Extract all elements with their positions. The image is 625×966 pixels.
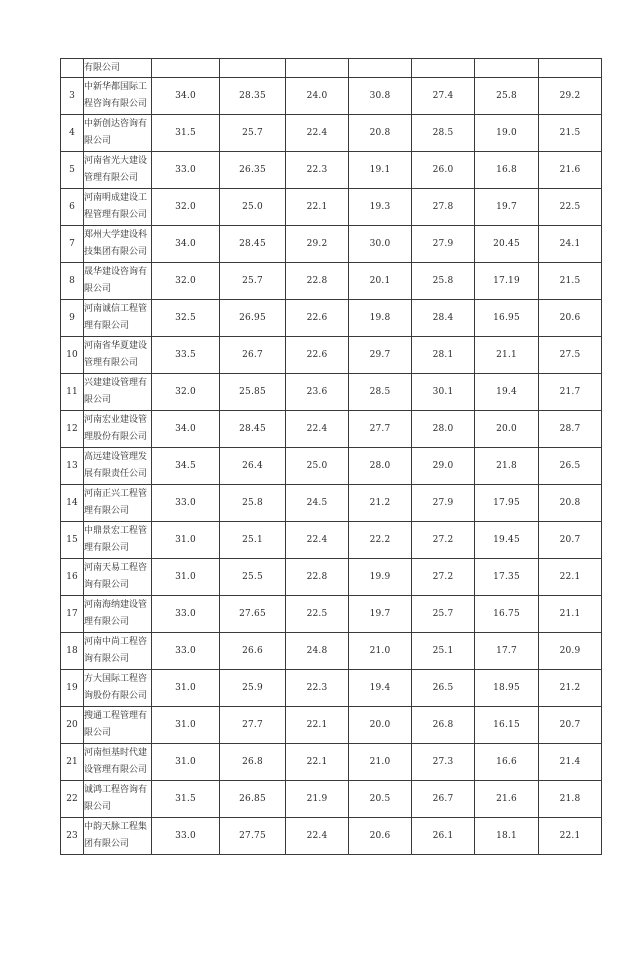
score-cell: 19.7 [349, 596, 412, 633]
company-name-line: 河南恒基时代建 [84, 748, 148, 758]
company-name-line: 河南天易工程咨 [84, 563, 148, 573]
score-cell: 22.5 [286, 596, 349, 633]
score-cell: 27.2 [412, 522, 475, 559]
company-name-line: 河南中尚工程咨 [84, 637, 148, 647]
row-number-cell: 15 [61, 522, 84, 559]
company-name-cell [84, 78, 152, 115]
company-name-cell [84, 818, 152, 855]
row-number-cell: 9 [61, 300, 84, 337]
score-cell: 22.4 [286, 818, 349, 855]
score-cell: 22.4 [286, 411, 349, 448]
table-row [61, 189, 602, 226]
score-cell: 19.4 [475, 374, 539, 411]
score-cell: 20.8 [349, 115, 412, 152]
row-number-cell: 20 [61, 707, 84, 744]
score-cell: 21.5 [539, 263, 602, 300]
score-cell: 20.5 [349, 781, 412, 818]
score-cell: 22.1 [539, 559, 602, 596]
score-cell: 21.4 [539, 744, 602, 781]
score-cell: 27.2 [412, 559, 475, 596]
score-cell: 18.95 [475, 670, 539, 707]
company-name-line: 询有限公司 [84, 654, 130, 664]
score-cell: 33.0 [152, 485, 220, 522]
score-cell: 28.45 [220, 411, 286, 448]
score-cell: 32.0 [152, 374, 220, 411]
score-cell: 19.4 [349, 670, 412, 707]
company-name-cell [84, 115, 152, 152]
score-cell: 25.1 [412, 633, 475, 670]
score-cell: 21.8 [539, 781, 602, 818]
table-row [61, 337, 602, 374]
score-cell: 19.3 [349, 189, 412, 226]
score-cell: 26.5 [539, 448, 602, 485]
score-cell: 29.2 [539, 78, 602, 115]
row-number-cell: 7 [61, 226, 84, 263]
score-cell: 20.6 [539, 300, 602, 337]
row-number-cell: 3 [61, 78, 84, 115]
company-name-cell [84, 633, 152, 670]
score-cell: 26.5 [412, 670, 475, 707]
score-cell: 20.8 [539, 485, 602, 522]
company-name-line: 河南明成建设工 [84, 193, 148, 203]
company-name-line: 河南省华夏建设 [84, 341, 148, 351]
score-cell: 21.1 [539, 596, 602, 633]
score-cell: 25.8 [412, 263, 475, 300]
score-cell: 31.0 [152, 522, 220, 559]
score-cell: 26.7 [412, 781, 475, 818]
company-name-cell [84, 670, 152, 707]
company-name-line: 限公司 [84, 395, 112, 405]
score-cell: 20.0 [475, 411, 539, 448]
score-cell: 26.8 [220, 744, 286, 781]
table-row [61, 633, 602, 670]
score-cell: 17.35 [475, 559, 539, 596]
score-cell: 28.5 [349, 374, 412, 411]
score-cell: 27.5 [539, 337, 602, 374]
score-cell: 21.1 [475, 337, 539, 374]
table-row-continued [61, 59, 602, 78]
company-name-line: 兴建建设管理有 [84, 378, 148, 388]
table-body [61, 59, 602, 855]
row-number-cell: 13 [61, 448, 84, 485]
company-name-line: 中鼎景宏工程管 [84, 526, 148, 536]
score-cell: 22.4 [286, 522, 349, 559]
score-cell: 34.0 [152, 226, 220, 263]
score-cell: 30.1 [412, 374, 475, 411]
score-cell: 28.4 [412, 300, 475, 337]
score-cell: 27.9 [412, 226, 475, 263]
company-name-line: 限公司 [84, 284, 112, 294]
score-cell: 25.85 [220, 374, 286, 411]
score-cell: 22.2 [349, 522, 412, 559]
table-row [61, 670, 602, 707]
company-name-line: 技集团有限公司 [84, 247, 148, 257]
score-cell: 22.1 [286, 707, 349, 744]
company-name-line: 程管理有限公司 [84, 210, 148, 220]
company-name-line: 询股份有限公司 [84, 691, 148, 701]
score-cell: 28.7 [539, 411, 602, 448]
score-cell: 28.0 [349, 448, 412, 485]
score-cell: 25.0 [220, 189, 286, 226]
score-cell: 21.8 [475, 448, 539, 485]
score-cell: 31.5 [152, 781, 220, 818]
score-cell: 26.0 [412, 152, 475, 189]
row-number-cell: 12 [61, 411, 84, 448]
table-row [61, 411, 602, 448]
score-cell: 31.0 [152, 559, 220, 596]
row-number-cell: 10 [61, 337, 84, 374]
score-cell: 21.9 [286, 781, 349, 818]
score-cell: 20.1 [349, 263, 412, 300]
score-cell: 17.7 [475, 633, 539, 670]
company-name-line: 有限公司 [84, 62, 121, 73]
company-name-line: 团有限公司 [84, 839, 130, 849]
company-name-line: 限公司 [84, 728, 112, 738]
score-cell: 33.0 [152, 596, 220, 633]
table-row [61, 226, 602, 263]
score-cell: 27.8 [412, 189, 475, 226]
score-cell: 21.2 [539, 670, 602, 707]
score-cell: 16.8 [475, 152, 539, 189]
score-cell: 22.4 [286, 115, 349, 152]
row-number-cell: 21 [61, 744, 84, 781]
row-number-cell: 14 [61, 485, 84, 522]
score-cell: 32.0 [152, 263, 220, 300]
row-number-cell: 5 [61, 152, 84, 189]
score-cell: 20.9 [539, 633, 602, 670]
score-cell: 26.95 [220, 300, 286, 337]
row-number-cell: 22 [61, 781, 84, 818]
score-cell: 25.7 [220, 263, 286, 300]
score-cell [152, 59, 220, 78]
score-cell: 28.0 [412, 411, 475, 448]
score-cell: 30.0 [349, 226, 412, 263]
score-cell: 21.7 [539, 374, 602, 411]
company-name-line: 限公司 [84, 136, 112, 146]
score-cell: 26.1 [412, 818, 475, 855]
score-cell [539, 59, 602, 78]
company-name-cell [84, 300, 152, 337]
company-name-cell [84, 707, 152, 744]
score-cell: 26.85 [220, 781, 286, 818]
table-row [61, 485, 602, 522]
company-name-cell [84, 596, 152, 633]
company-name-line: 理有限公司 [84, 506, 130, 516]
score-cell: 32.5 [152, 300, 220, 337]
table-row [61, 263, 602, 300]
score-cell: 19.8 [349, 300, 412, 337]
score-cell: 34.5 [152, 448, 220, 485]
score-cell: 31.0 [152, 744, 220, 781]
score-cell: 21.2 [349, 485, 412, 522]
table-row [61, 744, 602, 781]
company-name-line: 河南海纳建设管 [84, 600, 148, 610]
score-cell: 17.95 [475, 485, 539, 522]
company-name-cell [84, 263, 152, 300]
score-cell: 25.7 [220, 115, 286, 152]
score-cell: 22.8 [286, 263, 349, 300]
score-cell: 22.1 [286, 744, 349, 781]
company-name-line: 河南省光大建设 [84, 156, 148, 166]
score-cell: 24.8 [286, 633, 349, 670]
score-cell: 32.0 [152, 189, 220, 226]
score-cell: 27.75 [220, 818, 286, 855]
score-cell: 25.9 [220, 670, 286, 707]
score-cell: 22.8 [286, 559, 349, 596]
score-cell: 29.0 [412, 448, 475, 485]
row-number-cell: 11 [61, 374, 84, 411]
company-name-line: 郑州大学建设科 [84, 230, 148, 240]
score-cell: 25.8 [220, 485, 286, 522]
row-number-cell: 4 [61, 115, 84, 152]
score-cell: 27.7 [349, 411, 412, 448]
score-cell: 22.3 [286, 152, 349, 189]
company-name-line: 河南宏业建设管 [84, 415, 148, 425]
score-cell: 20.6 [349, 818, 412, 855]
score-cell: 22.1 [539, 818, 602, 855]
score-cell: 19.45 [475, 522, 539, 559]
company-name-line: 限公司 [84, 802, 112, 812]
score-cell: 27.65 [220, 596, 286, 633]
company-name-cell [84, 744, 152, 781]
company-name-cell [84, 337, 152, 374]
company-name-cell [84, 374, 152, 411]
company-name-cell [84, 485, 152, 522]
company-name-line: 理有限公司 [84, 543, 130, 553]
company-name-cell [84, 189, 152, 226]
score-cell: 26.4 [220, 448, 286, 485]
score-cell: 28.45 [220, 226, 286, 263]
score-cell: 22.5 [539, 189, 602, 226]
score-cell: 25.5 [220, 559, 286, 596]
row-number-cell: 19 [61, 670, 84, 707]
score-cell: 16.75 [475, 596, 539, 633]
score-cell: 26.35 [220, 152, 286, 189]
score-cell: 25.7 [412, 596, 475, 633]
company-name-cell [84, 781, 152, 818]
company-name-line: 询有限公司 [84, 580, 130, 590]
company-name-line: 设管理有限公司 [84, 765, 148, 775]
score-table [60, 58, 602, 855]
company-name-line: 中韵天脉工程集 [84, 822, 148, 832]
company-name-line: 展有限责任公司 [84, 469, 148, 479]
company-name-line: 诚鸿工程咨询有 [84, 785, 148, 795]
score-cell [349, 59, 412, 78]
score-cell [286, 59, 349, 78]
score-cell: 19.0 [475, 115, 539, 152]
table-row [61, 374, 602, 411]
score-cell: 25.0 [286, 448, 349, 485]
score-cell: 29.2 [286, 226, 349, 263]
score-cell: 30.8 [349, 78, 412, 115]
score-cell: 34.0 [152, 78, 220, 115]
table-row [61, 448, 602, 485]
table-row [61, 781, 602, 818]
company-name-line: 理有限公司 [84, 321, 130, 331]
score-cell: 24.0 [286, 78, 349, 115]
company-name-line: 理有限公司 [84, 617, 130, 627]
company-name-line: 程咨询有限公司 [84, 99, 148, 109]
score-cell: 24.1 [539, 226, 602, 263]
company-name-cell [84, 448, 152, 485]
score-cell: 31.0 [152, 707, 220, 744]
company-name-line: 理股份有限公司 [84, 432, 148, 442]
score-cell [220, 59, 286, 78]
score-cell: 33.0 [152, 152, 220, 189]
company-name-line: 高远建设管理发 [84, 452, 148, 462]
score-cell: 22.6 [286, 300, 349, 337]
score-cell [475, 59, 539, 78]
table-row [61, 559, 602, 596]
company-name-cell [84, 411, 152, 448]
row-number-cell: 8 [61, 263, 84, 300]
score-cell: 21.0 [349, 744, 412, 781]
company-name-line: 河南诚信工程管 [84, 304, 148, 314]
score-cell: 16.95 [475, 300, 539, 337]
score-cell: 21.0 [349, 633, 412, 670]
score-cell: 26.6 [220, 633, 286, 670]
company-name-line: 管理有限公司 [84, 173, 139, 183]
table-row [61, 596, 602, 633]
company-name-line: 方大国际工程咨 [84, 674, 148, 684]
score-cell: 28.5 [412, 115, 475, 152]
company-name-line: 管理有限公司 [84, 358, 139, 368]
score-cell: 22.1 [286, 189, 349, 226]
table-row [61, 818, 602, 855]
score-cell: 33.5 [152, 337, 220, 374]
score-cell: 25.1 [220, 522, 286, 559]
company-name-line: 搜通工程管理有 [84, 711, 148, 721]
score-cell: 24.5 [286, 485, 349, 522]
score-cell: 31.0 [152, 670, 220, 707]
score-cell: 27.7 [220, 707, 286, 744]
score-cell: 22.3 [286, 670, 349, 707]
row-number-cell: 18 [61, 633, 84, 670]
score-cell: 18.1 [475, 818, 539, 855]
score-cell: 27.9 [412, 485, 475, 522]
score-cell: 29.7 [349, 337, 412, 374]
score-cell: 20.7 [539, 522, 602, 559]
row-number-cell [61, 59, 84, 78]
score-cell: 17.19 [475, 263, 539, 300]
company-name-cell [84, 59, 152, 78]
company-name-cell [84, 226, 152, 263]
company-name-line: 河南正兴工程管 [84, 489, 148, 499]
score-cell: 20.7 [539, 707, 602, 744]
score-cell: 21.5 [539, 115, 602, 152]
company-name-line: 晟华建设咨询有 [84, 267, 148, 277]
table-row [61, 522, 602, 559]
company-name-cell [84, 522, 152, 559]
company-name-cell [84, 559, 152, 596]
score-cell [412, 59, 475, 78]
score-cell: 19.9 [349, 559, 412, 596]
score-cell: 20.0 [349, 707, 412, 744]
score-cell: 25.8 [475, 78, 539, 115]
score-cell: 19.7 [475, 189, 539, 226]
score-cell: 34.0 [152, 411, 220, 448]
table-row [61, 152, 602, 189]
company-name-cell [84, 152, 152, 189]
score-cell: 31.5 [152, 115, 220, 152]
score-cell: 33.0 [152, 633, 220, 670]
score-cell: 27.3 [412, 744, 475, 781]
score-cell: 21.6 [539, 152, 602, 189]
table-row [61, 78, 602, 115]
row-number-cell: 23 [61, 818, 84, 855]
table-row [61, 707, 602, 744]
score-cell: 23.6 [286, 374, 349, 411]
score-cell: 28.1 [412, 337, 475, 374]
score-cell: 33.0 [152, 818, 220, 855]
row-number-cell: 16 [61, 559, 84, 596]
score-cell: 16.15 [475, 707, 539, 744]
score-cell: 16.6 [475, 744, 539, 781]
row-number-cell: 6 [61, 189, 84, 226]
score-cell: 26.7 [220, 337, 286, 374]
score-cell: 22.6 [286, 337, 349, 374]
score-cell: 19.1 [349, 152, 412, 189]
score-cell: 21.6 [475, 781, 539, 818]
score-cell: 26.8 [412, 707, 475, 744]
table-row [61, 115, 602, 152]
score-cell: 28.35 [220, 78, 286, 115]
table-row [61, 300, 602, 337]
company-name-line: 中新创达咨询有 [84, 119, 148, 129]
score-cell: 20.45 [475, 226, 539, 263]
company-name-line: 中新华都国际工 [84, 82, 148, 92]
score-cell: 27.4 [412, 78, 475, 115]
row-number-cell: 17 [61, 596, 84, 633]
